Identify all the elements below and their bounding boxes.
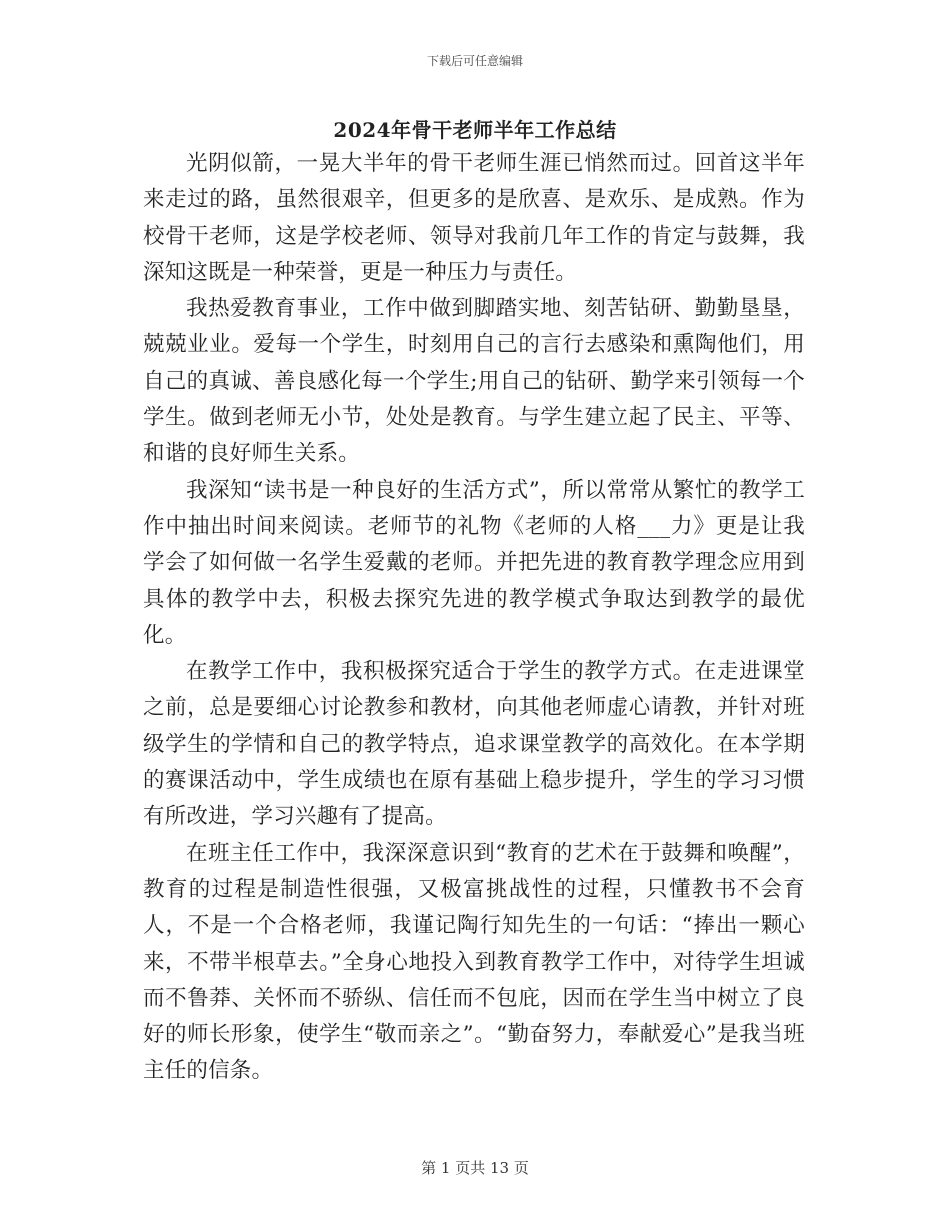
- header-note: 下载后可任意编辑: [426, 54, 523, 68]
- document-body: [143, 146, 805, 1090]
- paragraph: 在班主任工作中，我深深意识到“教育的艺术在于鼓舞和唤醒”，教育的过程是制造性很强，又极富挑战性的过程，只懂教书不会育人，不是一个合格老师，我谨记陶行知先生的一句话：“捧出一颗心来，不带半根草去。”全身心地投入到教育教学工作中，对待学生坦诚而不鲁莽、关怀而不骄纵、信任而不包庇，因而在学生当中树立了良好的师长形象，使学生“敬而亲之”。“勤奋努力，奉献爱心”是我当班主任的信条。: [143, 840, 805, 1084]
- document-title: 2024年骨干老师半年工作总结: [333, 118, 617, 142]
- paragraph: 在教学工作中，我积极探究适合于学生的教学方式。在走进课堂之前，总是要细心讨论教参和教材，向其他老师虚心请教，并针对班级学生的学情和自己的教学特点，追求课堂教学的高效化。在本学期的赛课活动中，学生成绩也在原有基础上稳步提升，学生的学习习惯有所改进，学习兴趣有了提高。: [143, 659, 805, 830]
- page-number: 第 1 页共 13 页: [421, 1159, 529, 1177]
- paragraph: 我深知“读书是一种良好的生活方式”，所以常常从繁忙的教学工作中抽出时间来阅读。老师节的礼物《老师的人格___力》更是让我学会了如何做一名学生爱戴的老师。并把先进的教育教学理念应用到具体的教学中去，积极去探究先进的教学模式争取达到教学的最优化。: [143, 477, 805, 648]
- paragraph: 我热爱教育事业，工作中做到脚踏实地、刻苦钻研、勤勤垦垦，兢兢业业。爱每一个学生，时刻用自己的言行去感染和熏陶他们，用自己的真诚、善良感化每一个学生;用自己的钻研、勤学来引领每一个学生。做到老师无小节，处处是教育。与学生建立起了民主、平等、和谐的良好师生关系。: [143, 296, 805, 467]
- paragraph: 光阴似箭，一晃大半年的骨干老师生涯已悄然而过。回首这半年来走过的路，虽然很艰辛，但更多的是欣喜、是欢乐、是成熟。作为校骨干老师，这是学校老师、领导对我前几年工作的肯定与鼓舞，我深知这既是一种荣誉，更是一种压力与责任。: [143, 151, 805, 285]
